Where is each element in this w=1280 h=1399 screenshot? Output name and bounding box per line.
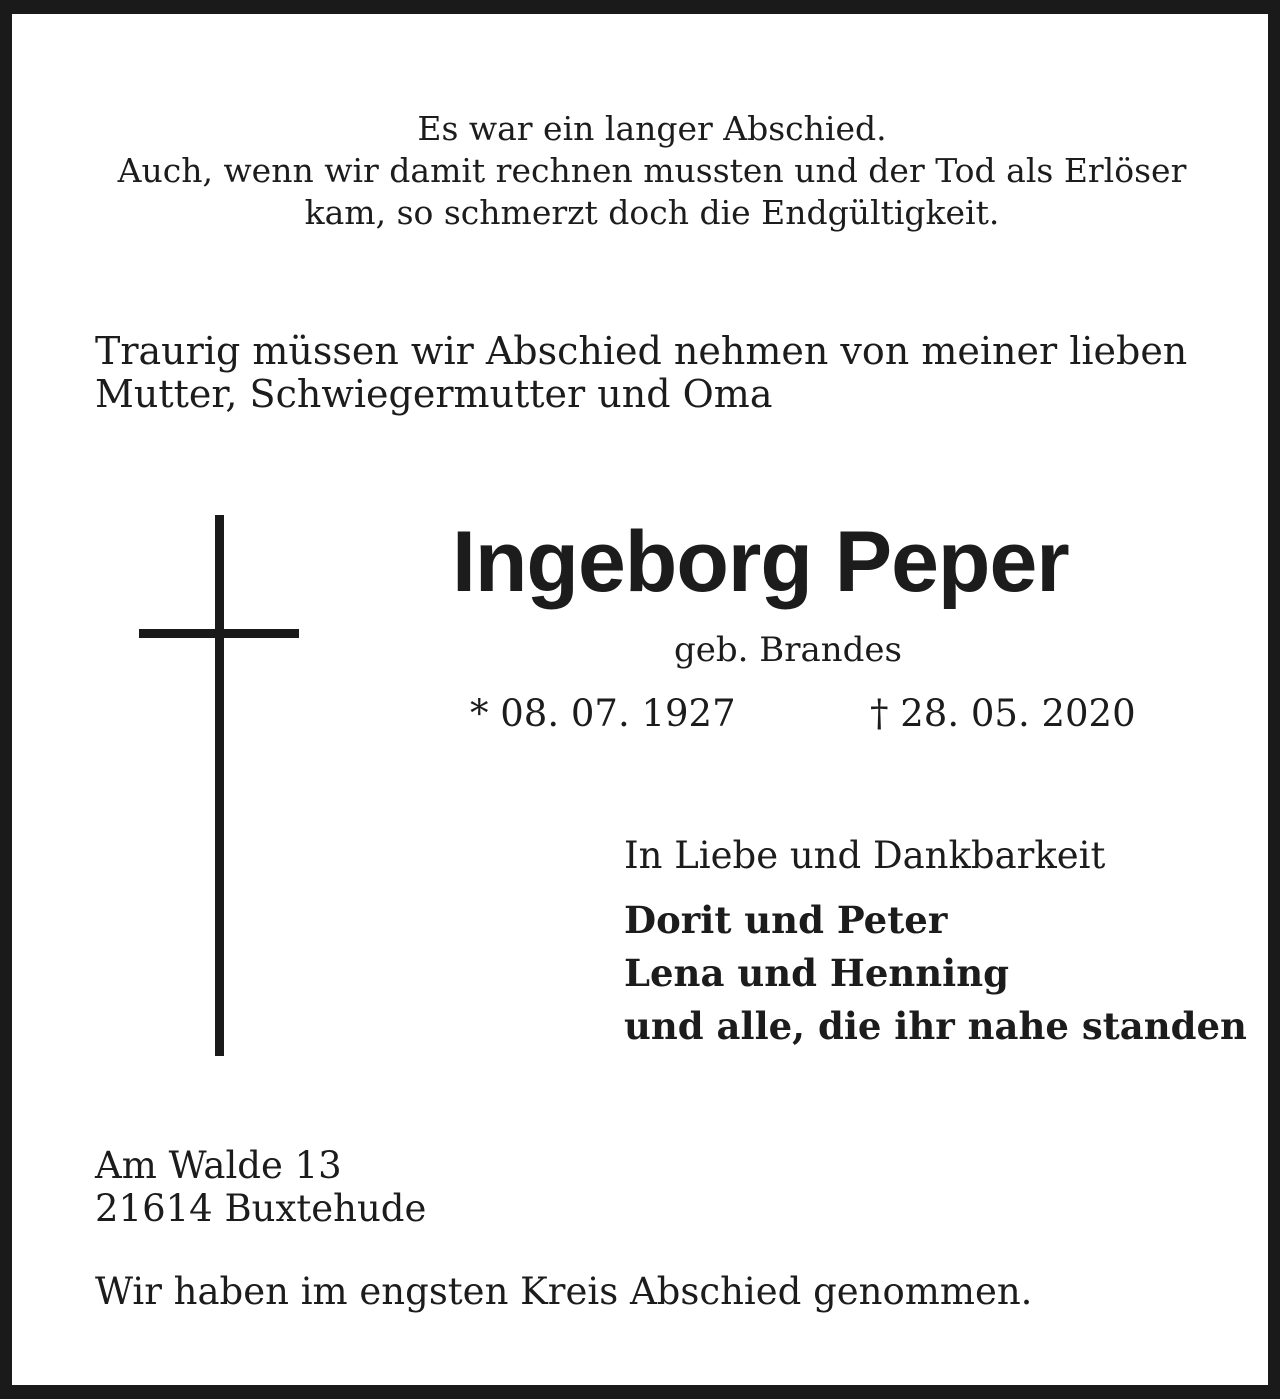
address — [95, 1144, 426, 1230]
deceased-name: Ingeborg Peper — [452, 514, 1069, 610]
mourner-entry: Lena und Henning — [624, 951, 1009, 995]
address-city: 21614 Buxtehude — [95, 1187, 427, 1230]
closing-phrase: In Liebe und Dankbarkeit — [624, 834, 1106, 877]
private-farewell-notice: Wir haben im engsten Kreis Abschied genommen. — [95, 1270, 1033, 1313]
intro-line: Mutter, Schwiegermutter und Oma — [95, 372, 773, 416]
intro-line: Traurig müssen wir Abschied nehmen von meiner lieben — [95, 329, 1188, 373]
motto — [12, 108, 1280, 234]
intro-text — [95, 330, 1187, 416]
motto-line: Auch, wenn wir damit rechnen mussten und der Tod als Erlöser — [117, 151, 1187, 190]
motto-line: Es war ein langer Abschied. — [417, 109, 887, 148]
mourner-entry: Dorit und Peter — [624, 898, 948, 942]
death-date: † 28. 05. 2020 — [870, 692, 1136, 735]
mourner-entry: und alle, die ihr nahe standen — [624, 1004, 1247, 1048]
maiden-name: geb. Brandes — [674, 630, 903, 670]
cross-horizontal-bar — [139, 629, 299, 638]
motto-line: kam, so schmerzt doch die Endgültigkeit. — [304, 193, 1000, 232]
birth-date: * 08. 07. 1927 — [470, 692, 736, 735]
address-street: Am Walde 13 — [95, 1144, 342, 1187]
mourners-list — [624, 894, 1247, 1053]
cross-vertical-bar — [215, 515, 224, 1056]
